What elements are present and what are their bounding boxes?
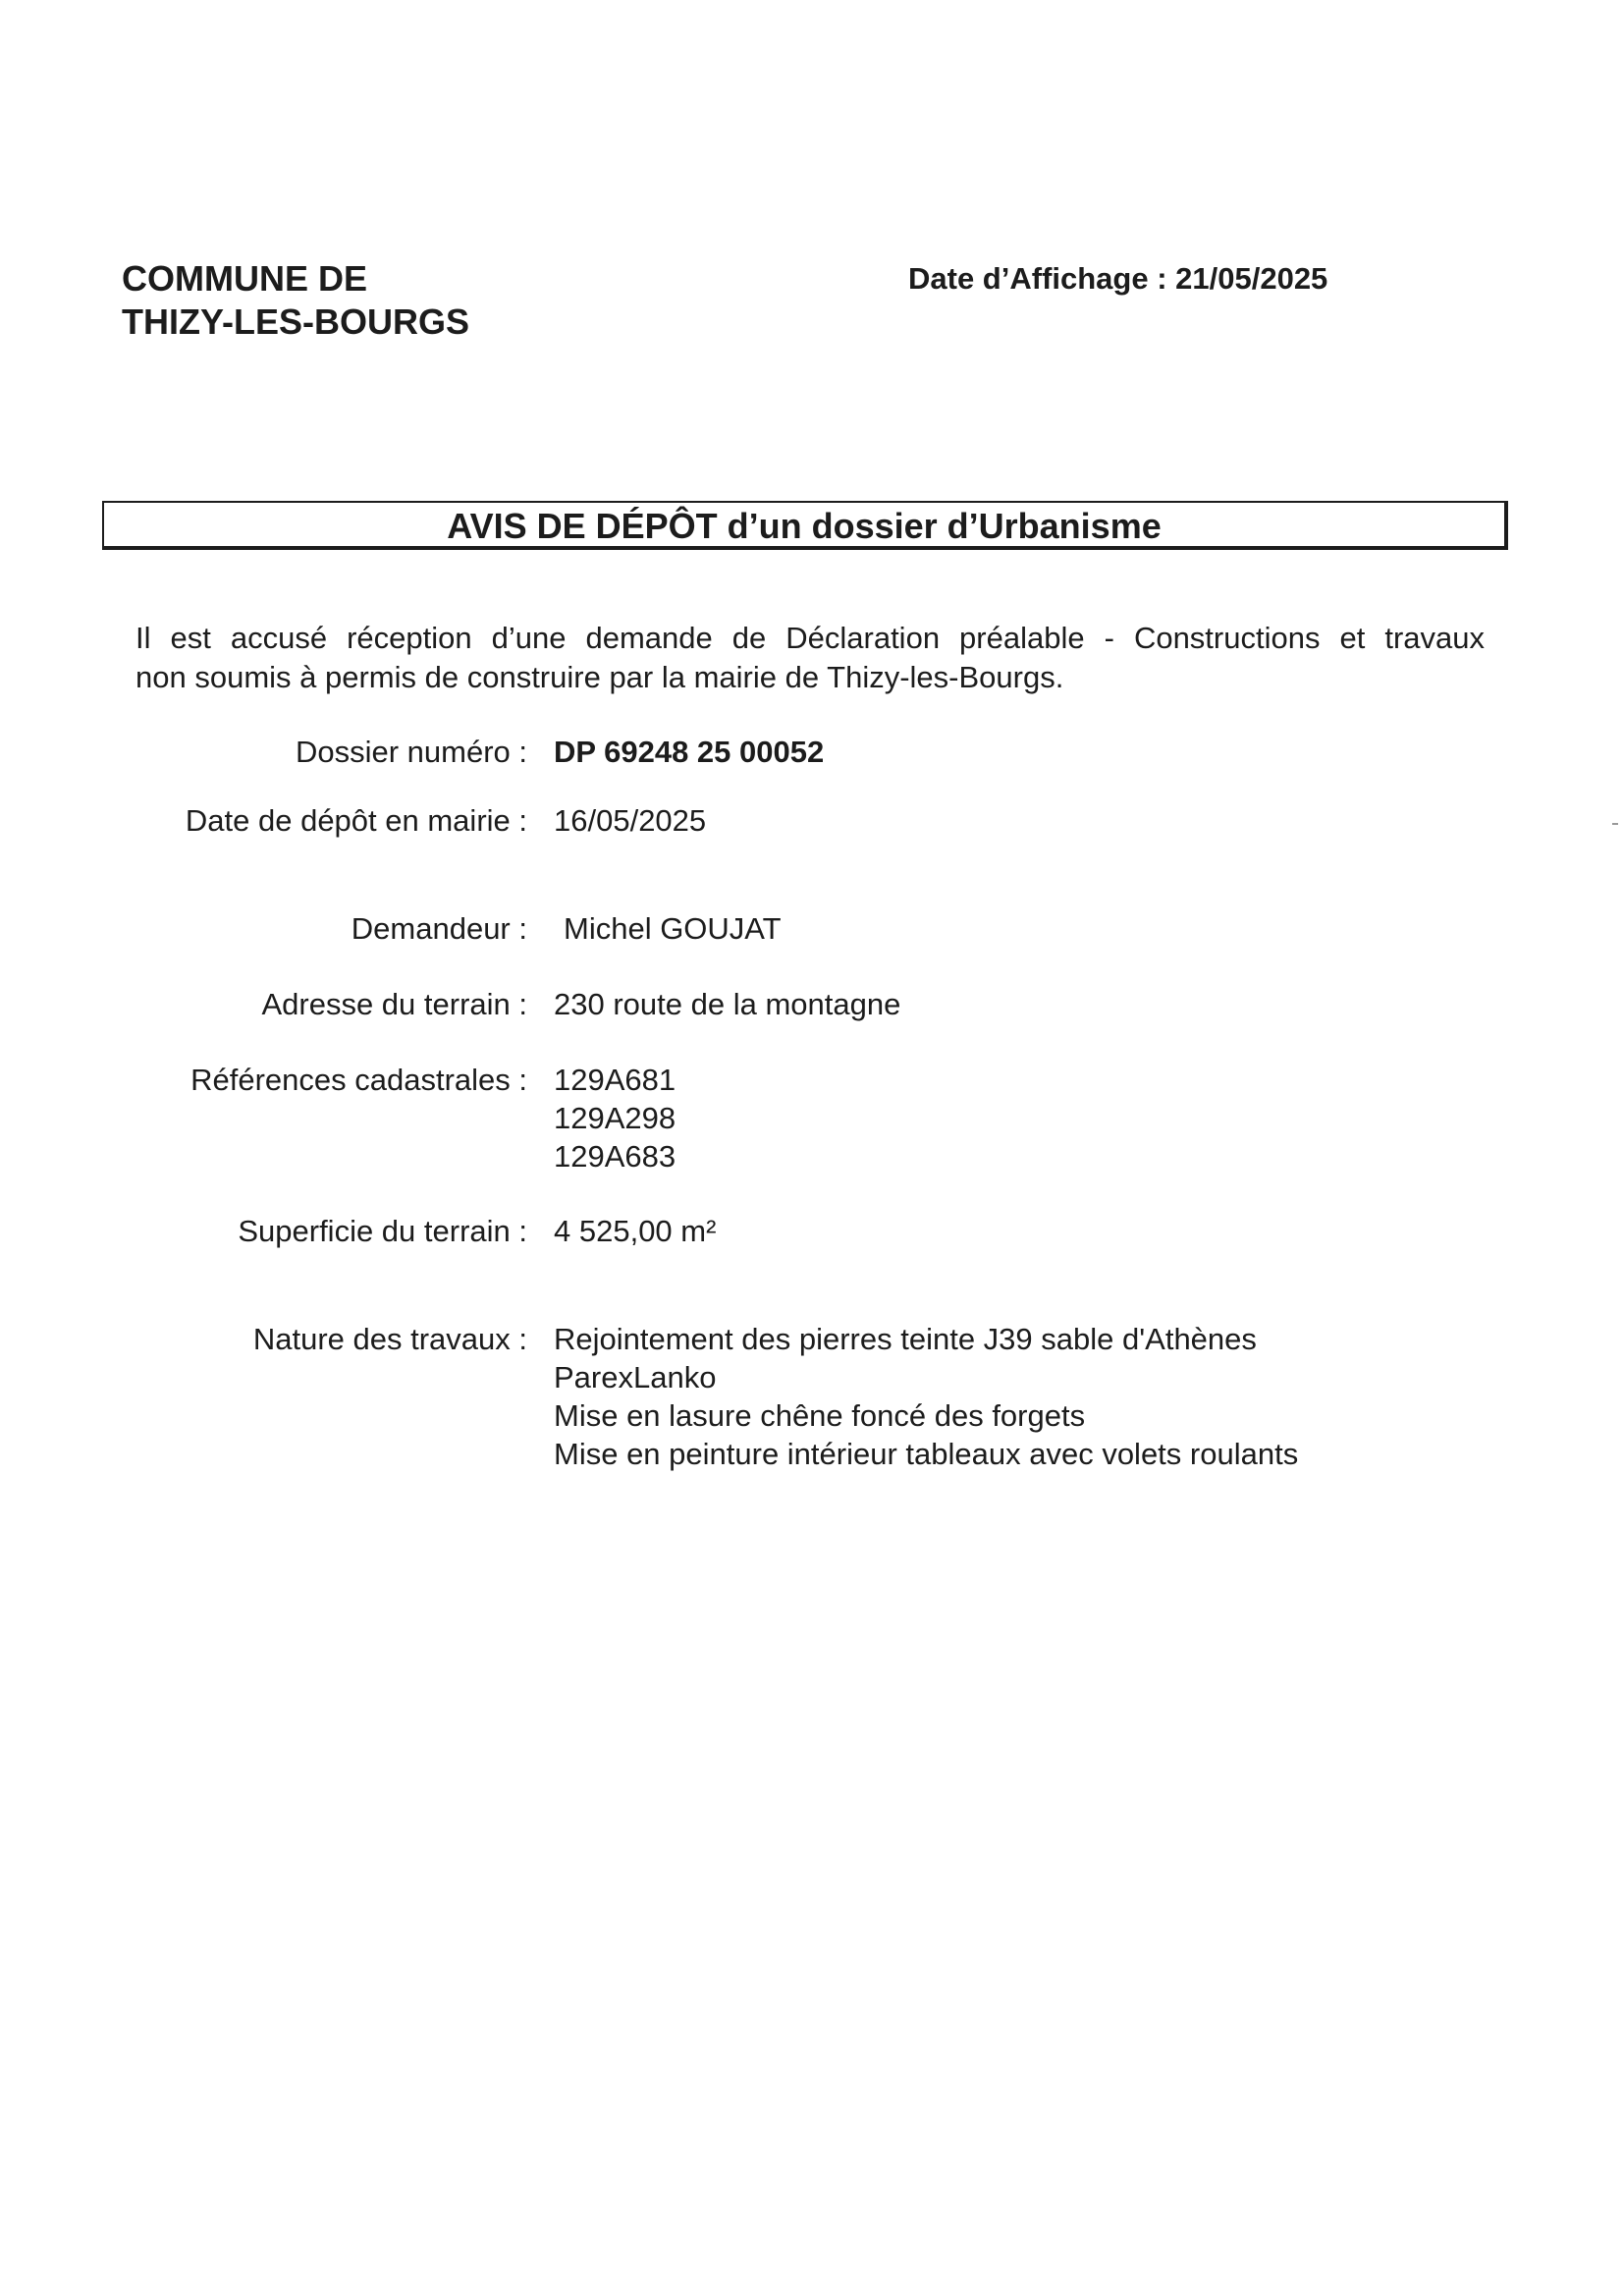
- title-box: [102, 501, 1508, 550]
- commune-line-1: COMMUNE DE: [122, 258, 367, 299]
- nature-label: Nature des travaux :: [252, 1322, 527, 1356]
- adresse-label: Adresse du terrain :: [261, 987, 527, 1021]
- dossier-label: Dossier numéro :: [295, 735, 527, 769]
- references-label: Références cadastrales :: [190, 1063, 527, 1097]
- nature-line: ParexLanko: [554, 1360, 717, 1394]
- commune-name: [122, 257, 469, 344]
- page-title: AVIS DE DÉPÔT d’un dossier d’Urbanisme: [447, 506, 1162, 546]
- dossier-value: DP 69248 25 00052: [554, 735, 825, 769]
- nature-line: Mise en peinture intérieur tableaux avec volets roulants: [554, 1437, 1299, 1471]
- date-depot-label: Date de dépôt en mairie :: [185, 803, 527, 838]
- date-depot-value: 16/05/2025: [554, 803, 707, 838]
- nature-line: Mise en lasure chêne foncé des forgets: [554, 1398, 1086, 1433]
- nature-list: [554, 1320, 1298, 1473]
- nature-line: Rejointement des pierres teinte J39 sable d'Athènes: [554, 1322, 1257, 1356]
- superficie-label: Superficie du terrain :: [238, 1214, 527, 1248]
- date-affichage: Date d’Affichage : 21/05/2025: [908, 261, 1328, 296]
- reference-item: 129A298: [554, 1101, 676, 1135]
- intro-line-1: Il est accusé réception d’une demande de Déclaration préalable - Constructions et travaux: [135, 621, 1485, 655]
- reference-item: 129A683: [554, 1139, 676, 1174]
- intro-line-2: non soumis à permis de construire par la mairie de Thizy-les-Bourgs.: [135, 660, 1064, 694]
- commune-line-2: THIZY-LES-BOURGS: [122, 301, 470, 342]
- intro-paragraph: [135, 619, 1485, 697]
- references-list: [554, 1061, 676, 1175]
- demandeur-label: Demandeur :: [351, 911, 527, 946]
- superficie-value: 4 525,00 m²: [554, 1214, 717, 1248]
- scan-edge-mark: [1612, 823, 1618, 825]
- adresse-value: 230 route de la montagne: [554, 987, 901, 1021]
- demandeur-value: Michel GOUJAT: [564, 911, 782, 946]
- reference-item: 129A681: [554, 1063, 676, 1097]
